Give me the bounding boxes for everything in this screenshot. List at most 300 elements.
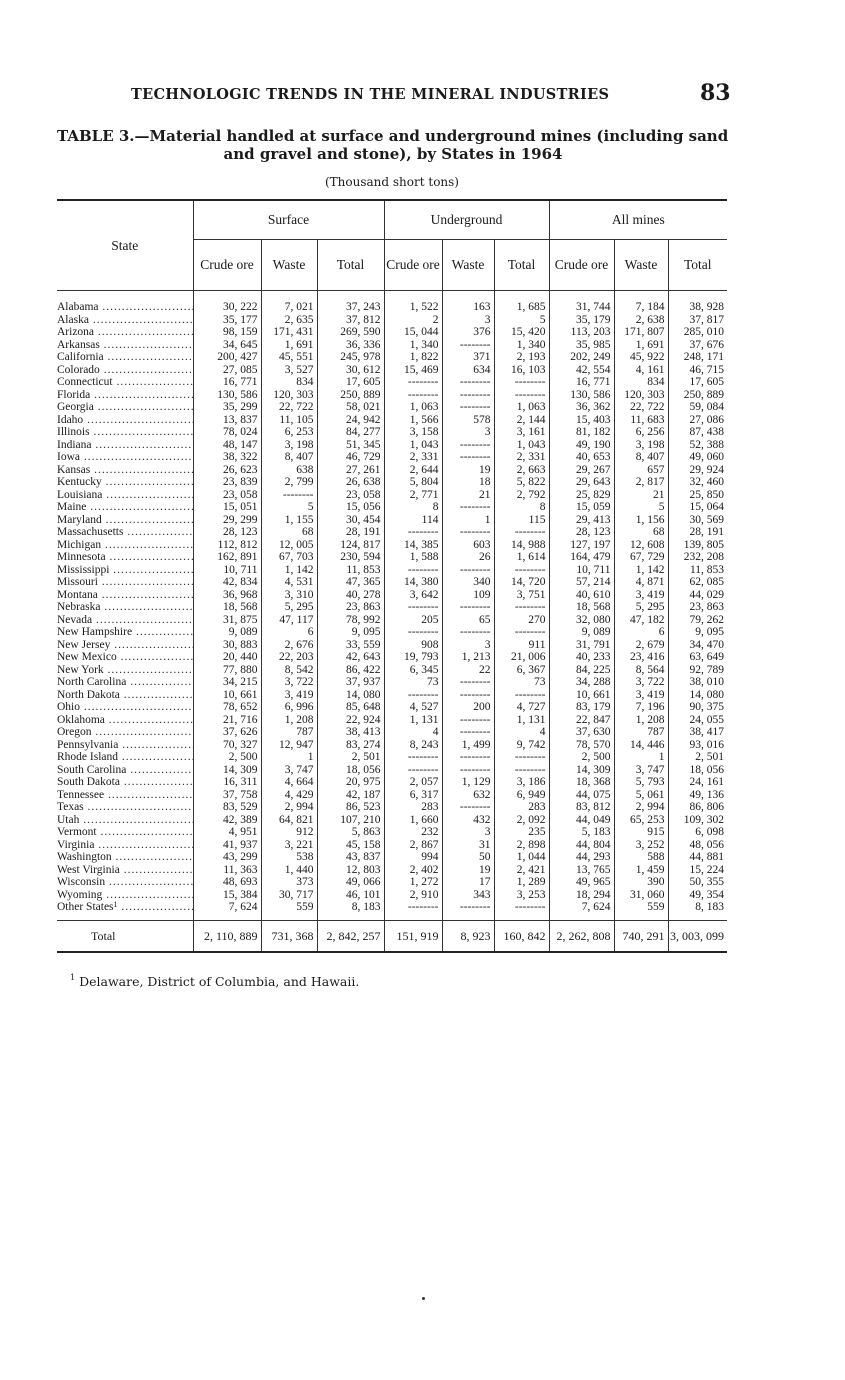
value-cell: 68	[614, 526, 668, 539]
table-footnote	[70, 974, 359, 989]
value-cell: 205	[384, 614, 442, 627]
value-cell: --------	[442, 451, 494, 464]
value-cell: 23, 863	[317, 601, 384, 614]
table-row	[57, 489, 727, 502]
value-cell: 48, 056	[668, 839, 727, 852]
state-name	[57, 464, 193, 477]
value-cell: 73	[494, 676, 549, 689]
state-cell	[57, 889, 193, 902]
value-cell: 65	[442, 614, 494, 627]
value-cell: 3, 419	[614, 689, 668, 702]
value-cell: 14, 309	[193, 764, 261, 777]
value-cell: 2, 663	[494, 464, 549, 477]
value-cell: 200	[442, 701, 494, 714]
page-speck	[422, 1297, 425, 1300]
state-label: Missouri	[57, 576, 98, 588]
value-cell: 2, 799	[261, 476, 317, 489]
state-label: Arizona	[57, 326, 95, 338]
state-name	[57, 514, 193, 527]
value-cell: 26, 638	[317, 476, 384, 489]
value-cell: 18, 056	[668, 764, 727, 777]
state-cell	[57, 901, 193, 914]
value-cell: 3, 161	[494, 426, 549, 439]
state-cell	[57, 389, 193, 402]
value-cell: 2, 331	[494, 451, 549, 464]
value-cell: 44, 881	[668, 851, 727, 864]
value-cell: 2, 501	[317, 751, 384, 764]
value-cell: 15, 224	[668, 864, 727, 877]
value-cell: 2, 867	[384, 839, 442, 852]
state-cell	[57, 701, 193, 714]
value-cell: 22, 847	[549, 714, 614, 727]
value-cell: 1, 272	[384, 876, 442, 889]
value-cell: --------	[384, 389, 442, 402]
total-cell: 2, 262, 808	[549, 920, 614, 952]
value-cell: 5, 863	[317, 826, 384, 839]
state-name	[57, 751, 193, 764]
value-cell: 22	[442, 664, 494, 677]
value-cell: 65, 253	[614, 814, 668, 827]
value-cell: 109, 302	[668, 814, 727, 827]
value-cell: 19, 793	[384, 651, 442, 664]
state-cell	[57, 451, 193, 464]
value-cell: 31, 744	[549, 301, 614, 314]
table-row	[57, 714, 727, 727]
value-cell: 44, 804	[549, 839, 614, 852]
state-cell	[57, 514, 193, 527]
state-name	[57, 889, 193, 902]
value-cell: 16, 771	[549, 376, 614, 389]
value-cell: 373	[261, 876, 317, 889]
state-cell	[57, 576, 193, 589]
value-cell: 77, 880	[193, 664, 261, 677]
state-name	[57, 589, 193, 602]
value-cell: 2, 421	[494, 864, 549, 877]
value-cell: 43, 837	[317, 851, 384, 864]
table-row	[57, 364, 727, 377]
value-cell: 34, 288	[549, 676, 614, 689]
state-name	[57, 814, 193, 827]
value-cell: 44, 049	[549, 814, 614, 827]
value-cell: 1, 043	[494, 439, 549, 452]
value-cell: 13, 837	[193, 414, 261, 427]
value-cell: 35, 177	[193, 314, 261, 327]
value-cell: 8, 243	[384, 739, 442, 752]
table-row	[57, 601, 727, 614]
state-label: Indiana	[57, 438, 92, 451]
total-cell: 2, 842, 257	[317, 920, 384, 952]
value-cell: 2, 331	[384, 451, 442, 464]
value-cell: 25, 829	[549, 489, 614, 502]
state-name	[57, 401, 193, 414]
state-label: Mississippi	[57, 563, 110, 576]
value-cell: --------	[384, 601, 442, 614]
value-cell: 1, 208	[261, 714, 317, 727]
value-cell: 48, 693	[193, 876, 261, 889]
table-row	[57, 864, 727, 877]
state-name	[57, 651, 193, 664]
value-cell: 1, 522	[384, 301, 442, 314]
value-cell: 3, 253	[494, 889, 549, 902]
state-label: Florida	[57, 388, 91, 401]
value-cell: --------	[384, 901, 442, 914]
value-cell: 11, 853	[317, 564, 384, 577]
value-cell: 390	[614, 876, 668, 889]
state-name	[57, 376, 193, 389]
value-cell: 14, 446	[614, 739, 668, 752]
state-cell	[57, 814, 193, 827]
state-name	[57, 439, 193, 452]
state-label: Pennsylvania	[57, 738, 119, 751]
state-label: Maine	[57, 501, 87, 513]
value-cell: 3, 722	[614, 676, 668, 689]
value-cell: 1, 340	[494, 339, 549, 352]
value-cell: 1, 129	[442, 776, 494, 789]
state-cell	[57, 639, 193, 652]
value-cell: 3, 310	[261, 589, 317, 602]
table-row	[57, 839, 727, 852]
value-cell: 113, 203	[549, 326, 614, 339]
value-cell: 164, 479	[549, 551, 614, 564]
value-cell: 49, 066	[317, 876, 384, 889]
value-cell: 10, 661	[549, 689, 614, 702]
state-label: Oregon	[57, 726, 92, 738]
value-cell: 31, 791	[549, 639, 614, 652]
value-cell: 15, 064	[668, 501, 727, 514]
value-cell: 18, 294	[549, 889, 614, 902]
value-cell: --------	[442, 714, 494, 727]
value-cell: 908	[384, 639, 442, 652]
value-cell: 14, 380	[384, 576, 442, 589]
value-cell: 45, 922	[614, 351, 668, 364]
table-row	[57, 639, 727, 652]
running-header-title: TECHNOLOGIC TRENDS IN THE MINERAL INDUSTRIES	[131, 86, 610, 103]
state-name	[57, 526, 193, 539]
value-cell: 83, 179	[549, 701, 614, 714]
value-cell: 43, 299	[193, 851, 261, 864]
value-cell: 21, 716	[193, 714, 261, 727]
value-cell: 7, 021	[261, 301, 317, 314]
table-row	[57, 876, 727, 889]
value-cell: 30, 569	[668, 514, 727, 527]
state-cell	[57, 801, 193, 814]
value-cell: 37, 937	[317, 676, 384, 689]
table-row	[57, 451, 727, 464]
state-cell	[57, 726, 193, 739]
footnote-mark: 1	[70, 973, 76, 982]
value-cell: --------	[494, 764, 549, 777]
state-name	[57, 826, 193, 839]
value-cell: 31, 875	[193, 614, 261, 627]
state-label: Louisiana	[57, 488, 103, 501]
state-label: North Dakota	[57, 688, 120, 701]
state-label: Vermont	[57, 826, 97, 838]
value-cell: 787	[261, 726, 317, 739]
value-cell: 11, 683	[614, 414, 668, 427]
value-cell: 3, 751	[494, 589, 549, 602]
value-cell: 40, 610	[549, 589, 614, 602]
value-cell: 17	[442, 876, 494, 889]
value-cell: 230, 594	[317, 551, 384, 564]
value-cell: --------	[442, 401, 494, 414]
value-cell: 18, 368	[549, 776, 614, 789]
state-cell	[57, 539, 193, 552]
value-cell: --------	[442, 339, 494, 352]
value-cell: 120, 303	[261, 389, 317, 402]
state-cell	[57, 301, 193, 314]
value-cell: --------	[442, 564, 494, 577]
value-cell: 22, 203	[261, 651, 317, 664]
value-cell: 10, 661	[193, 689, 261, 702]
value-cell: 17, 605	[317, 376, 384, 389]
state-name	[57, 689, 193, 702]
state-name	[57, 701, 193, 714]
value-cell: 27, 086	[668, 414, 727, 427]
value-cell: 12, 803	[317, 864, 384, 877]
state-name	[57, 801, 193, 814]
value-cell: 232, 208	[668, 551, 727, 564]
value-cell: 1, 063	[384, 401, 442, 414]
value-cell: 4, 531	[261, 576, 317, 589]
total-label: Total	[57, 920, 193, 952]
value-cell: 23, 416	[614, 651, 668, 664]
value-cell: 35, 179	[549, 314, 614, 327]
table-row	[57, 339, 727, 352]
state-name	[57, 414, 193, 427]
table-row	[57, 764, 727, 777]
value-cell: 3, 527	[261, 364, 317, 377]
value-cell: 5	[614, 501, 668, 514]
table-row	[57, 651, 727, 664]
value-cell: 20, 975	[317, 776, 384, 789]
state-label: Iowa	[57, 451, 80, 463]
value-cell: 5, 295	[261, 601, 317, 614]
value-cell: 84, 225	[549, 664, 614, 677]
table-row	[57, 389, 727, 402]
state-cell	[57, 751, 193, 764]
value-cell: 36, 968	[193, 589, 261, 602]
state-name	[57, 426, 193, 439]
table-row	[57, 326, 727, 339]
state-cell	[57, 339, 193, 352]
value-cell: --------	[384, 376, 442, 389]
value-cell: 9, 095	[668, 626, 727, 639]
value-cell: --------	[442, 376, 494, 389]
value-cell: 78, 024	[193, 426, 261, 439]
value-cell: 130, 586	[193, 389, 261, 402]
state-cell	[57, 364, 193, 377]
value-cell: 31	[442, 839, 494, 852]
value-cell: 11, 105	[261, 414, 317, 427]
state-cell	[57, 839, 193, 852]
state-name	[57, 314, 193, 327]
table-row	[57, 564, 727, 577]
state-column-header: State	[57, 200, 193, 291]
value-cell: 79, 262	[668, 614, 727, 627]
table-row	[57, 426, 727, 439]
value-cell: 5, 793	[614, 776, 668, 789]
value-cell: 6, 256	[614, 426, 668, 439]
table-row	[57, 301, 727, 314]
value-cell: 25, 850	[668, 489, 727, 502]
value-cell: 1, 614	[494, 551, 549, 564]
value-cell: 37, 812	[317, 314, 384, 327]
state-label: Nevada	[57, 613, 93, 626]
value-cell: 1, 213	[442, 651, 494, 664]
value-cell: 32, 080	[549, 614, 614, 627]
value-cell: 15, 384	[193, 889, 261, 902]
value-cell: 19	[442, 464, 494, 477]
value-cell: 30, 612	[317, 364, 384, 377]
value-cell: 21	[614, 489, 668, 502]
value-cell: 50	[442, 851, 494, 864]
state-cell	[57, 614, 193, 627]
value-cell: 14, 720	[494, 576, 549, 589]
state-label: Nebraska	[57, 601, 101, 613]
value-cell: 11, 853	[668, 564, 727, 577]
value-cell: 38, 417	[668, 726, 727, 739]
value-cell: --------	[494, 689, 549, 702]
value-cell: 9, 089	[193, 626, 261, 639]
state-cell	[57, 401, 193, 414]
value-cell: 44, 075	[549, 789, 614, 802]
value-cell: 559	[614, 901, 668, 914]
value-cell: 109	[442, 589, 494, 602]
state-cell	[57, 776, 193, 789]
value-cell: 34, 645	[193, 339, 261, 352]
state-cell	[57, 626, 193, 639]
value-cell: 29, 924	[668, 464, 727, 477]
state-cell	[57, 501, 193, 514]
value-cell: 34, 470	[668, 639, 727, 652]
value-cell: 8, 564	[614, 664, 668, 677]
state-cell	[57, 664, 193, 677]
value-cell: 115	[494, 514, 549, 527]
value-cell: 1, 063	[494, 401, 549, 414]
table-row	[57, 401, 727, 414]
value-cell: 163	[442, 301, 494, 314]
value-cell: 23, 058	[193, 489, 261, 502]
state-cell	[57, 551, 193, 564]
value-cell: 37, 676	[668, 339, 727, 352]
value-cell: 376	[442, 326, 494, 339]
state-cell	[57, 526, 193, 539]
value-cell: 33, 559	[317, 639, 384, 652]
value-cell: 40, 653	[549, 451, 614, 464]
value-cell: 162, 891	[193, 551, 261, 564]
state-label: South Dakota	[57, 776, 120, 788]
value-cell: 1, 822	[384, 351, 442, 364]
value-cell: 1	[261, 751, 317, 764]
value-cell: 6, 949	[494, 789, 549, 802]
value-cell: 6, 367	[494, 664, 549, 677]
all-mines-group-header: All mines	[549, 200, 727, 240]
value-cell: 28, 123	[193, 526, 261, 539]
underground-group-header: Underground	[384, 200, 549, 240]
value-cell: 114	[384, 514, 442, 527]
total-row	[57, 920, 727, 952]
value-cell: --------	[442, 601, 494, 614]
value-cell: 8	[494, 501, 549, 514]
value-cell: 3, 186	[494, 776, 549, 789]
value-cell: 49, 190	[549, 439, 614, 452]
value-cell: 2	[384, 314, 442, 327]
state-name	[57, 864, 193, 877]
value-cell: --------	[384, 526, 442, 539]
value-cell: 49, 060	[668, 451, 727, 464]
value-cell: 29, 643	[549, 476, 614, 489]
value-cell: 86, 806	[668, 801, 727, 814]
value-cell: 3, 419	[261, 689, 317, 702]
value-cell: --------	[494, 901, 549, 914]
table-caption	[57, 127, 729, 163]
table-row	[57, 464, 727, 477]
table-row	[57, 501, 727, 514]
state-label: Rhode Island	[57, 751, 119, 763]
value-cell: 20, 440	[193, 651, 261, 664]
value-cell: 3, 642	[384, 589, 442, 602]
value-cell: 85, 648	[317, 701, 384, 714]
surface-group-header: Surface	[193, 200, 384, 240]
state-label: Michigan	[57, 538, 102, 551]
value-cell: 4	[494, 726, 549, 739]
table-row	[57, 851, 727, 864]
value-cell: 285, 010	[668, 326, 727, 339]
value-cell: 45, 551	[261, 351, 317, 364]
underground-total-header: Total	[494, 240, 549, 291]
value-cell: 8, 407	[614, 451, 668, 464]
value-cell: 48, 147	[193, 439, 261, 452]
value-cell: 8, 183	[668, 901, 727, 914]
value-cell: 9, 095	[317, 626, 384, 639]
value-cell: --------	[494, 626, 549, 639]
value-cell: --------	[442, 389, 494, 402]
state-name	[57, 501, 193, 514]
value-cell: 87, 438	[668, 426, 727, 439]
state-cell	[57, 564, 193, 577]
value-cell: --------	[442, 689, 494, 702]
value-cell: 7, 624	[193, 901, 261, 914]
value-cell: 171, 807	[614, 326, 668, 339]
state-cell	[57, 464, 193, 477]
value-cell: 38, 322	[193, 451, 261, 464]
value-cell: 2, 994	[614, 801, 668, 814]
value-cell: --------	[384, 751, 442, 764]
value-cell: 432	[442, 814, 494, 827]
table-row	[57, 351, 727, 364]
value-cell: 37, 817	[668, 314, 727, 327]
table-units: (Thousand short tons)	[324, 175, 459, 189]
value-cell: 3, 252	[614, 839, 668, 852]
value-cell: 42, 187	[317, 789, 384, 802]
value-cell: --------	[442, 901, 494, 914]
value-cell: 6	[614, 626, 668, 639]
state-name	[57, 339, 193, 352]
value-cell: 124, 817	[317, 539, 384, 552]
value-cell: 15, 051	[193, 501, 261, 514]
value-cell: 8	[384, 501, 442, 514]
value-cell: 1, 566	[384, 414, 442, 427]
value-cell: 18	[442, 476, 494, 489]
value-cell: 22, 722	[261, 401, 317, 414]
state-name	[57, 664, 193, 677]
value-cell: --------	[442, 676, 494, 689]
value-cell: 5, 295	[614, 601, 668, 614]
value-cell: 38, 413	[317, 726, 384, 739]
value-cell: 67, 729	[614, 551, 668, 564]
value-cell: 200, 427	[193, 351, 261, 364]
value-cell: 16, 311	[193, 776, 261, 789]
